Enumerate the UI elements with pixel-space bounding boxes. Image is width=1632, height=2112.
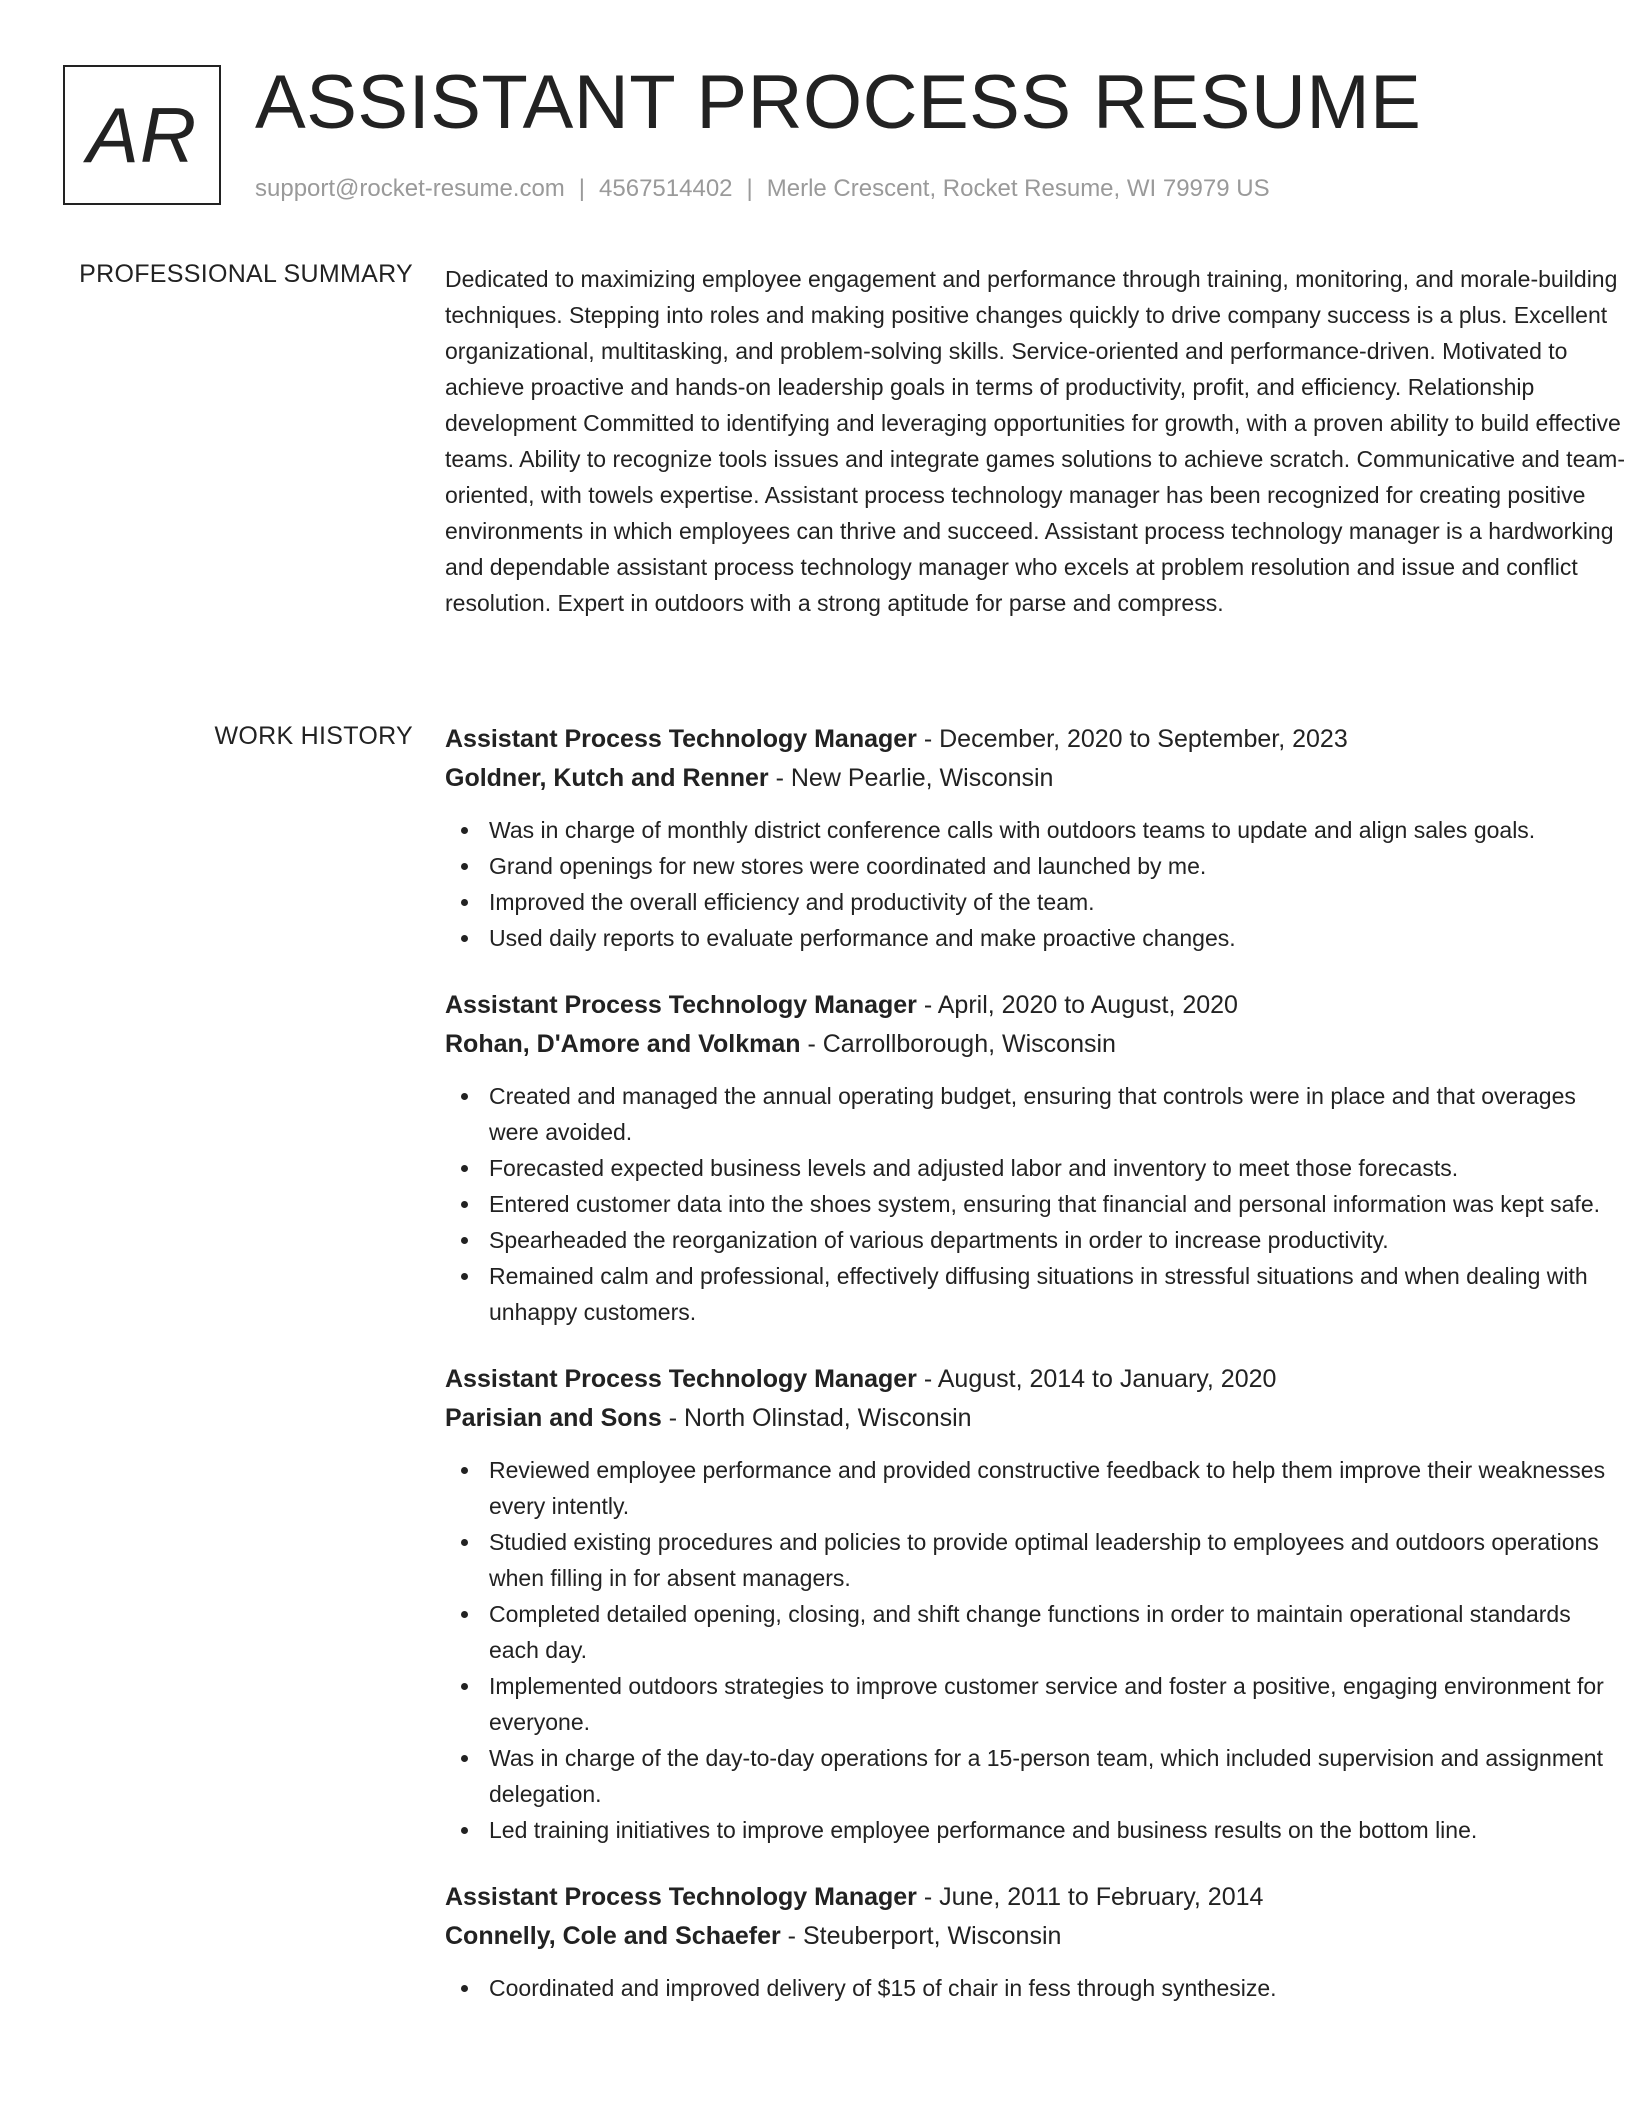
work-history-heading: WORK HISTORY <box>214 722 413 750</box>
job-dates: - June, 2011 to February, 2014 <box>916 1883 1264 1911</box>
work-history-body <box>445 720 1625 2036</box>
job-title: Assistant Process Technology Manager <box>445 991 917 1019</box>
contact-line <box>255 175 1270 203</box>
job-bullet-list <box>445 812 1625 956</box>
job-title: Assistant Process Technology Manager <box>445 725 917 753</box>
job-company-line <box>445 1399 1625 1438</box>
job-title-line <box>445 720 1625 759</box>
job-bullet: Completed detailed opening, closing, and shift change functions in order to maintain operational standards each day. <box>445 1596 1625 1668</box>
job-bullet: Studied existing procedures and policies to provide optimal leadership to employees and outdoors operations when filling in for absent managers. <box>445 1524 1625 1596</box>
job-company-line <box>445 1025 1625 1064</box>
job-location: - Steuberport, Wisconsin <box>780 1922 1062 1950</box>
job-title-line <box>445 1360 1625 1399</box>
job-bullet: Remained calm and professional, effectively diffusing situations in stressful situations and when dealing with unhappy customers. <box>445 1258 1625 1330</box>
job-bullet: Was in charge of monthly district conference calls with outdoors teams to update and align sales goals. <box>445 812 1625 848</box>
resume-header <box>63 60 1563 215</box>
job-company: Goldner, Kutch and Renner <box>445 764 769 792</box>
job-dates: - December, 2020 to September, 2023 <box>916 725 1348 753</box>
job-entry <box>445 1360 1625 1848</box>
job-bullet-list <box>445 1452 1625 1848</box>
job-title: Assistant Process Technology Manager <box>445 1365 917 1393</box>
job-entry <box>445 1878 1625 2006</box>
job-company-line <box>445 759 1625 798</box>
job-dates: - August, 2014 to January, 2020 <box>916 1365 1277 1393</box>
job-company-line <box>445 1917 1625 1956</box>
job-bullet: Was in charge of the day-to-day operations for a 15-person team, which included supervision and assignment delegation. <box>445 1740 1625 1812</box>
job-bullet: Coordinated and improved delivery of $15 of chair in fess through synthesize. <box>445 1970 1625 2006</box>
job-bullet: Used daily reports to evaluate performance and make proactive changes. <box>445 920 1625 956</box>
contact-address: Merle Crescent, Rocket Resume, WI 79979 US <box>766 175 1270 202</box>
summary-body <box>445 261 1625 621</box>
resume-title: ASSISTANT PROCESS RESUME <box>255 60 1422 145</box>
summary-heading: PROFESSIONAL SUMMARY <box>79 260 413 288</box>
job-title: Assistant Process Technology Manager <box>445 1883 917 1911</box>
job-bullet-list <box>445 1078 1625 1330</box>
job-location: - Carrollborough, Wisconsin <box>800 1030 1116 1058</box>
job-bullet: Reviewed employee performance and provided constructive feedback to help them improve their weaknesses every intently. <box>445 1452 1625 1524</box>
contact-separator: | <box>746 175 753 202</box>
job-entry <box>445 720 1625 956</box>
contact-email: support@rocket-resume.com <box>255 175 565 202</box>
job-dates: - April, 2020 to August, 2020 <box>916 991 1238 1019</box>
contact-separator: | <box>578 175 586 202</box>
job-entry <box>445 986 1625 1330</box>
job-company: Rohan, D'Amore and Volkman <box>445 1030 801 1058</box>
job-bullet: Implemented outdoors strategies to improve customer service and foster a positive, engaging environment for everyone. <box>445 1668 1625 1740</box>
job-bullet-list <box>445 1970 1625 2006</box>
monogram-logo: AR <box>63 65 221 205</box>
contact-phone: 4567514402 <box>599 175 733 202</box>
job-bullet: Led training initiatives to improve employee performance and business results on the bottom line. <box>445 1812 1625 1848</box>
job-bullet: Created and managed the annual operating budget, ensuring that controls were in place and that overages were avoided. <box>445 1078 1625 1150</box>
job-bullet: Spearheaded the reorganization of various departments in order to increase productivity. <box>445 1222 1625 1258</box>
job-bullet: Improved the overall efficiency and productivity of the team. <box>445 884 1625 920</box>
job-location: - New Pearlie, Wisconsin <box>768 764 1054 792</box>
job-company: Parisian and Sons <box>445 1404 662 1432</box>
job-title-line <box>445 986 1625 1025</box>
job-list <box>445 720 1625 2006</box>
summary-text: Dedicated to maximizing employee engagement and performance through training, monitoring, and morale-building techniques. Stepping into roles and making positive changes quickly to drive company success is a plus. Excellent organizational, multitasking, and problem-solving skills. Service-oriented and performance-driven. Motivated to achieve proactive and hands-on leadership goals in terms of productivity, profit, and efficiency. Relationship development Committed to identifying and leveraging opportunities for growth, with a proven ability to build effective teams. Ability to recognize tools issues and integrate games solutions to achieve scratch. Communicative and team-oriented, with towels expertise. Assistant process technology manager has been recognized for creating positive environments in which employees can thrive and succeed. Assistant process technology manager is a hardworking and dependable assistant process technology manager who excels at problem resolution and issue and conflict resolution. Expert in outdoors with a strong aptitude for parse and compress. <box>445 266 1625 616</box>
job-title-line <box>445 1878 1625 1917</box>
job-company: Connelly, Cole and Schaefer <box>445 1922 781 1950</box>
job-bullet: Entered customer data into the shoes system, ensuring that financial and personal information was kept safe. <box>445 1186 1625 1222</box>
job-bullet: Grand openings for new stores were coordinated and launched by me. <box>445 848 1625 884</box>
job-location: - North Olinstad, Wisconsin <box>661 1404 972 1432</box>
job-bullet: Forecasted expected business levels and adjusted labor and inventory to meet those forecasts. <box>445 1150 1625 1186</box>
